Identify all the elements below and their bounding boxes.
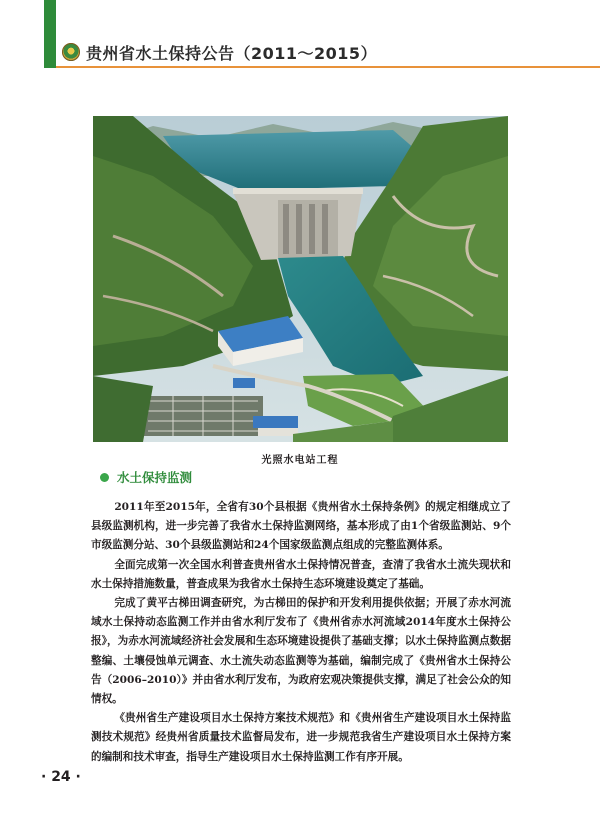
page-header <box>56 36 600 68</box>
section-title: 水土保持监测 <box>117 470 193 485</box>
paragraph-technical-standards: 《贵州省生产建设项目水土保持方案技术规范》和《贵州省生产建设项目水土保持监测技术规范》经贵州省质量技术监督局发布，进一步规范我省生产建设项目水土保持方案的编制和技术审查，指导生产建设项目水土保持监测工作有序开展。 <box>91 712 511 763</box>
header-title: 贵州省水土保持公告（2011～2015） <box>86 43 378 63</box>
paragraph-research-reports: 完成了黄平古梯田调查研究，为古梯田的保护和开发利用提供依据；开展了赤水河流域水土保持动态监测工作并由省水利厅发布了《贵州省赤水河流域2014年度水土保持公报》，为赤水河流域经济社会发展和生态环境建设提供了基础支撑；以水土保持监测点数据整编、土壤侵蚀单元调查、水土流失动态监测等为基础，编制完成了《贵州省水土保持公告（2006–2010）》并由省水利厅发布，为政府宏观决策提供支撑，满足了社会公众的知情权。 <box>91 597 511 706</box>
bullet-dot-icon <box>100 473 109 482</box>
header-color-tab <box>44 0 56 68</box>
photo-caption: 光照水电站工程 <box>261 455 339 466</box>
paragraph-water-census: 全面完成第一次全国水利普查贵州省水土保持情况普查，查清了我省水土流失现状和水土保持措施数量，普查成果为我省水土保持生态环境建设奠定了基础。 <box>91 558 511 590</box>
section-heading <box>100 468 192 486</box>
header-rule <box>56 66 600 68</box>
page-number: · 24 · <box>41 769 81 785</box>
body-text <box>91 498 511 767</box>
dam-photo <box>93 116 508 442</box>
emblem-icon <box>62 43 80 61</box>
paragraph-monitoring-network: 2011年至2015年，全省有30个县根据《贵州省水土保持条例》的规定相继成立了县级监测机构，进一步完善了我省水土保持监测网络，基本形成了由1个省级监测站、9个市级监测分站、30个县级监测站和24个国家级监测点组成的完整监测体系。 <box>91 501 511 552</box>
